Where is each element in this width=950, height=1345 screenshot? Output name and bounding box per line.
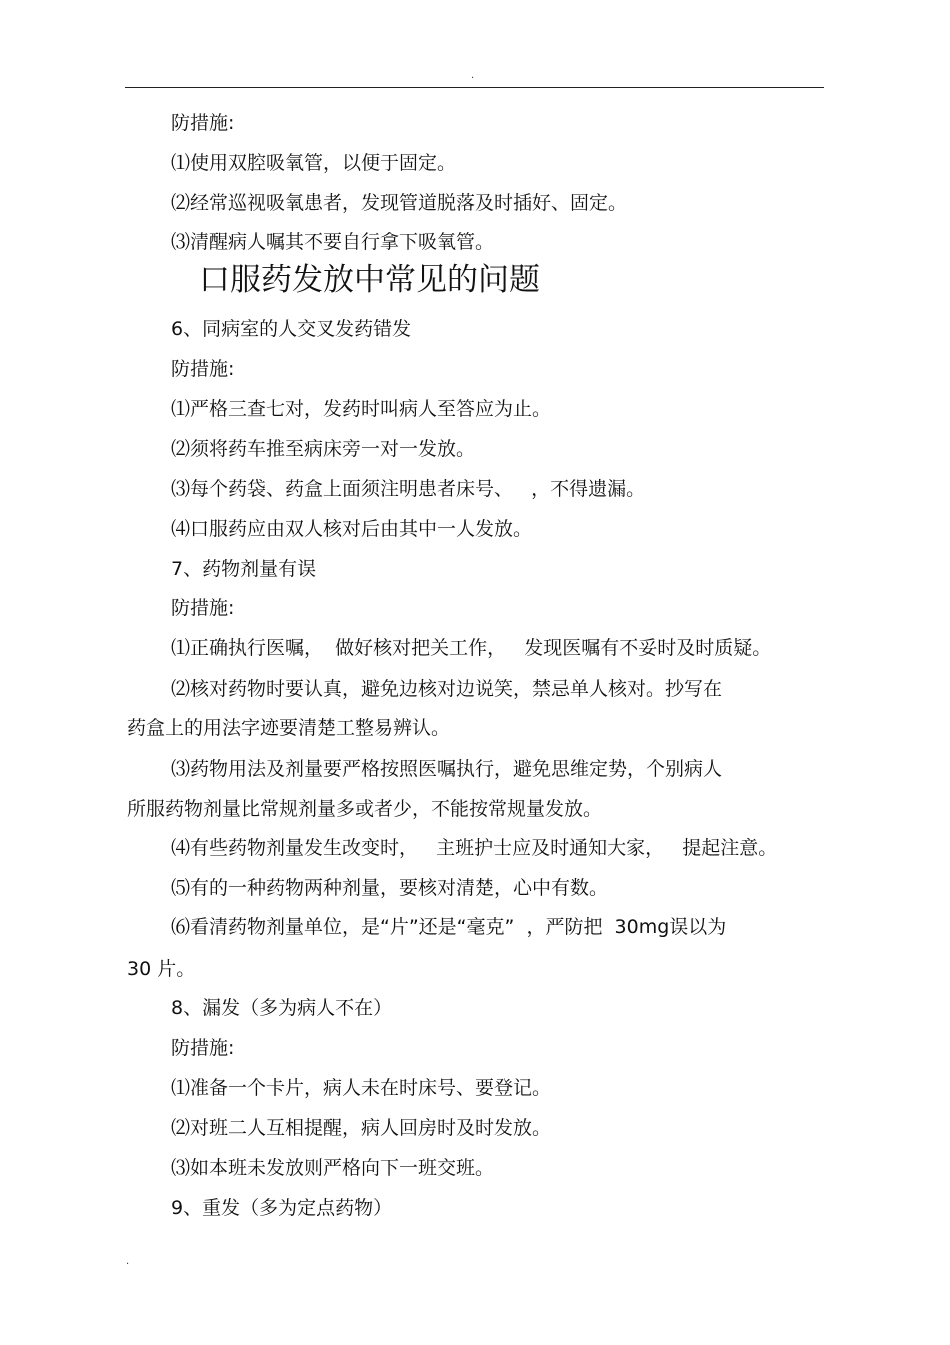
measure-item: ⑴使用双腔吸氧管，以便于固定。	[171, 152, 457, 174]
measure-item: ⑶每个药袋、药盒上面须注明患者床号、 ，不得遗漏。	[171, 478, 646, 500]
measure-item: ⑷有些药物剂量发生改变时， 主班护士应及时通知大家， 提起注意。	[171, 837, 778, 859]
measure-item: ⑶清醒病人嘱其不要自行拿下吸氧管。	[171, 231, 495, 253]
measure-item: ⑸有的一种药物两种剂量，要核对清楚，心中有数。	[171, 877, 609, 899]
problem-heading: 6、同病室的人交叉发药错发	[171, 318, 412, 340]
header-mark: .	[471, 70, 475, 81]
measure-item-continuation: 所服药物剂量比常规剂量多或者少，不能按常规量发放。	[127, 798, 603, 820]
problem-heading: 7、药物剂量有误	[171, 558, 317, 580]
measures-heading: 防措施:	[171, 597, 235, 619]
measures-heading: 防措施:	[171, 1037, 235, 1059]
measure-item: ⑶如本班未发放则严格向下一班交班。	[171, 1157, 495, 1179]
measure-item: ⑶药物用法及剂量要严格按照医嘱执行，避免思维定势，个别病人	[171, 758, 723, 780]
header-rule	[125, 87, 824, 88]
measure-item: ⑵经常巡视吸氧患者，发现管道脱落及时插好、固定。	[171, 192, 628, 214]
measure-item: ⑵对班二人互相提醒，病人回房时及时发放。	[171, 1117, 552, 1139]
measure-item: ⑴严格三查七对，发药时叫病人至答应为止。	[171, 398, 552, 420]
measure-item-continuation: 药盒上的用法字迹要清楚工整易辨认。	[127, 717, 451, 739]
measure-item-continuation: 30 片。	[127, 958, 196, 980]
measure-item: ⑴准备一个卡片，病人未在时床号、要登记。	[171, 1077, 552, 1099]
measures-heading: 防措施:	[171, 358, 235, 380]
measure-item: ⑵须将药车推至病床旁一对一发放。	[171, 438, 476, 460]
problem-heading: 8、漏发（多为病人不在）	[171, 997, 393, 1019]
measure-item: ⑹看清药物剂量单位，是“片”还是“毫克” ，严防把 30mg误以为	[171, 916, 727, 938]
measures-heading: 防措施:	[171, 112, 235, 134]
measure-item: ⑴正确执行医嘱， 做好核对把关工作， 发现医嘱有不妥时及时质疑。	[171, 637, 772, 659]
section-title: 口服药发放中常见的问题	[199, 262, 540, 298]
measure-item: ⑵核对药物时要认真，避免边核对边说笑，禁忌单人核对。抄写在	[171, 678, 723, 700]
problem-heading: 9、重发（多为定点药物）	[171, 1197, 393, 1219]
footer-mark: .	[126, 1256, 130, 1267]
measure-item: ⑷口服药应由双人核对后由其中一人发放。	[171, 518, 533, 540]
